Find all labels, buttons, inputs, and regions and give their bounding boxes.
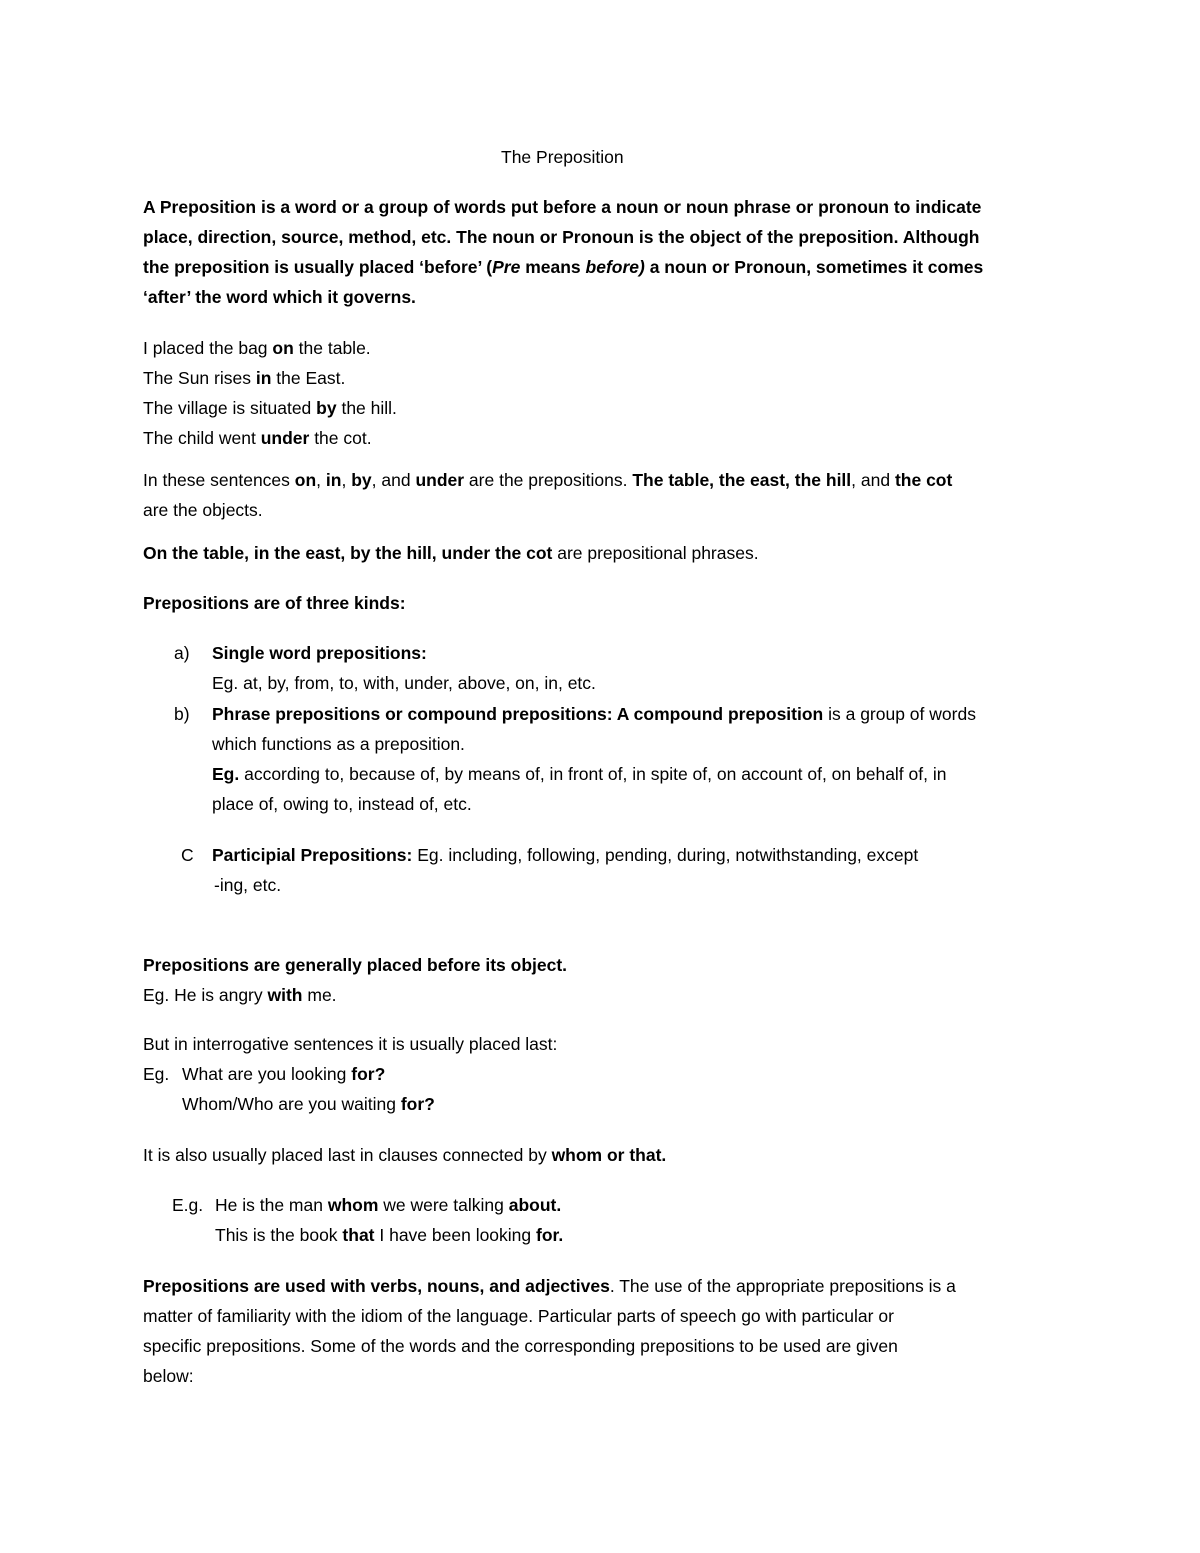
kind-b-line-3: Eg. according to, because of, by means of, in front of, in spite of, on account of, on behalf of, in <box>212 764 947 784</box>
prepositional-phrases-line: On the table, in the east, by the hill, under the cot are prepositional phrases. <box>143 543 759 563</box>
example-sentence: The Sun rises in the East. <box>143 368 346 388</box>
usage-line-4: below: <box>143 1366 194 1386</box>
explanation-line-2: are the objects. <box>143 500 263 520</box>
interrogative-example-2: Whom/Who are you waiting for? <box>182 1094 435 1114</box>
clauses-eg-label: E.g. <box>172 1195 204 1215</box>
example-sentence: The village is situated by the hill. <box>143 398 397 418</box>
intro-line-4: ‘after’ the word which it governs. <box>143 287 416 307</box>
interrogative-intro: But in interrogative sentences it is usually placed last: <box>143 1034 558 1054</box>
intro-line-3: the preposition is usually placed ‘before’ (Pre means before) a noun or Pronoun, sometimes it comes <box>143 257 984 277</box>
interrogative-example-1: What are you looking for? <box>182 1064 386 1084</box>
page-title: The Preposition <box>501 147 624 167</box>
usage-line-2: matter of familiarity with the idiom of the language. Particular parts of speech go with particular or <box>143 1306 894 1326</box>
intro-line-1: A Preposition is a word or a group of words put before a noun or noun phrase or pronoun to indicate <box>143 197 982 217</box>
kind-b-line-1: Phrase prepositions or compound prepositions: A compound preposition is a group of words <box>212 704 976 724</box>
list-marker-a: a) <box>174 643 190 663</box>
intro-line-2: place, direction, source, method, etc. The noun or Pronoun is the object of the preposition. Although <box>143 227 980 247</box>
kinds-heading: Prepositions are of three kinds: <box>143 593 406 613</box>
interrogative-eg-label: Eg. <box>143 1064 170 1084</box>
placement-heading: Prepositions are generally placed before its object. <box>143 955 568 975</box>
kind-b-line-2: which functions as a preposition. <box>212 734 465 754</box>
kind-c-line-1: Participial Prepositions: Eg. including, following, pending, during, notwithstanding, except <box>212 845 919 865</box>
list-marker-c: C <box>181 845 194 865</box>
clauses-example-2: This is the book that I have been looking for. <box>215 1225 564 1245</box>
kind-b-line-4: place of, owing to, instead of, etc. <box>212 794 472 814</box>
list-marker-b: b) <box>174 704 190 724</box>
placement-example: Eg. He is angry with me. <box>143 985 337 1005</box>
explanation-line-1: In these sentences on, in, by, and under are the prepositions. The table, the east, the hill, and the cot <box>143 470 953 490</box>
clauses-intro: It is also usually placed last in clauses connected by whom or that. <box>143 1145 667 1165</box>
clauses-example-1: He is the man whom we were talking about. <box>215 1195 562 1215</box>
example-sentence: I placed the bag on the table. <box>143 338 371 358</box>
kind-c-line-2: -ing, etc. <box>214 875 282 895</box>
kind-a-title: Single word prepositions: <box>212 643 427 663</box>
usage-line-3: specific prepositions. Some of the words and the corresponding prepositions to be used are given <box>143 1336 898 1356</box>
example-sentence: The child went under the cot. <box>143 428 372 448</box>
kind-a-examples: Eg. at, by, from, to, with, under, above, on, in, etc. <box>212 673 596 693</box>
usage-line-1: Prepositions are used with verbs, nouns, and adjectives. The use of the appropriate prepositions is a <box>143 1276 956 1296</box>
